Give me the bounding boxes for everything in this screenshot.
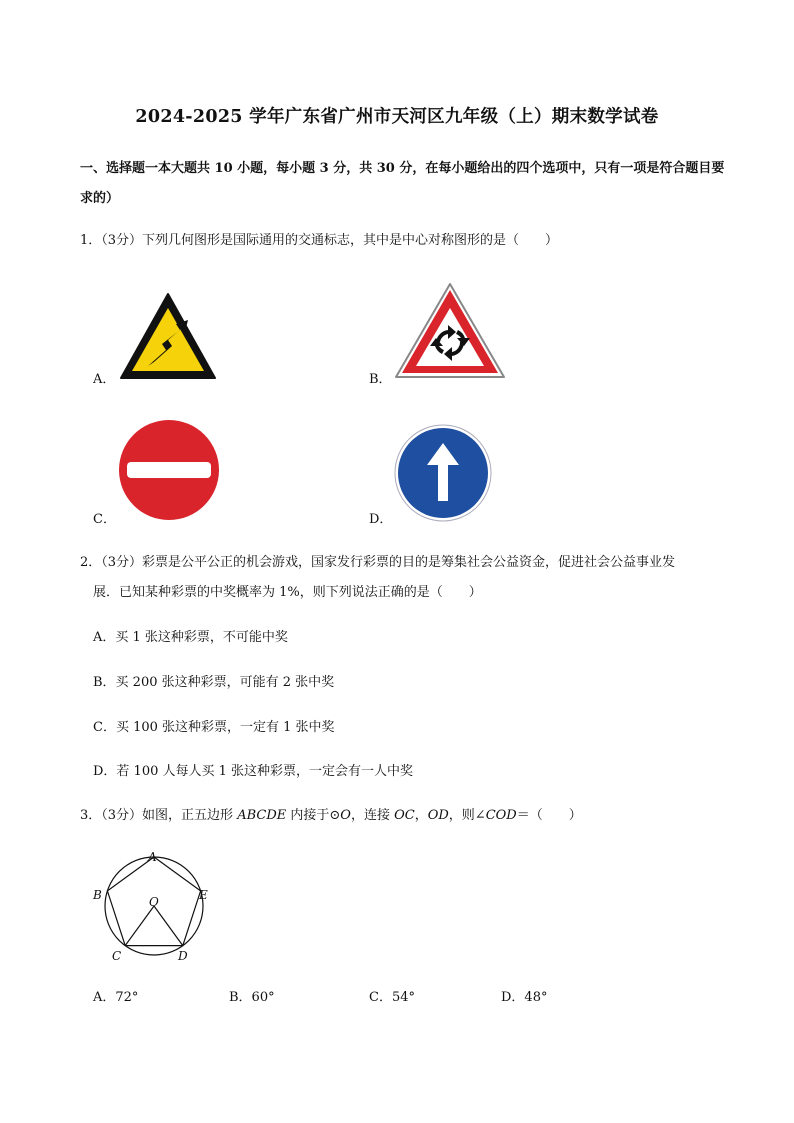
segment-od — [154, 906, 183, 946]
straight-ahead-arrow-sign-image — [393, 423, 493, 523]
q2-option-c: C．买 100 张这种彩票，一定有 1 张中奖 — [93, 720, 335, 735]
label-a: A — [148, 850, 157, 864]
section-heading: 一、选择题一本大题共 10 小题，每小题 3 分，共 30 分，在每小题给出的四个选项中，只有一项是符合题目要求的） — [80, 161, 725, 206]
q3-option-b: B．60° — [229, 990, 275, 1005]
zigzag-warning-sign-image — [118, 290, 218, 382]
label-e: E — [199, 888, 208, 902]
roundabout-warning-sign-image — [392, 280, 508, 382]
q2-option-a: A．买 1 张这种彩票，不可能中奖 — [93, 630, 288, 645]
question-2-stem-line2: 展．已知某种彩票的中奖概率为 1%，则下列说法正确的是（ ） — [93, 585, 482, 600]
no-entry-sign-image — [117, 418, 221, 522]
segment-oc — [125, 906, 154, 946]
label-b: B — [93, 888, 102, 902]
label-o: O — [149, 895, 159, 909]
page-title: 2024-2025 学年广东省广州市天河区九年级（上）期末数学试卷 — [135, 107, 659, 127]
question-3-stem: 3．（3分）如图，正五边形 ABCDE 内接于⊙O，连接 OC，OD，则∠COD＝（ ） — [80, 808, 582, 823]
q2-option-d: D．若 100 人每人买 1 张这种彩票，一定会有一人中奖 — [93, 764, 414, 779]
q1-option-c-label: C． — [93, 512, 116, 527]
q2-option-b: B．买 200 张这种彩票，可能有 2 张中奖 — [93, 675, 335, 690]
q1-option-a-label: A． — [93, 372, 116, 387]
pentagon-in-circle-figure — [88, 846, 218, 968]
question-1-stem: 1．（3分）下列几何图形是国际通用的交通标志，其中是中心对称图形的是（ ） — [80, 233, 559, 248]
label-d: D — [178, 949, 188, 963]
q3-option-d: D．48° — [501, 990, 548, 1005]
question-2-stem-line1: 2．（3分）彩票是公平公正的机会游戏，国家发行彩票的目的是筹集社会公益资金，促进社会公益事业发 — [80, 555, 676, 570]
q3-option-c: C．54° — [369, 990, 415, 1005]
q1-option-b-label: B． — [369, 372, 392, 387]
q1-option-d-label: D． — [369, 512, 393, 527]
label-c: C — [112, 949, 122, 963]
q3-option-a: A．72° — [93, 990, 139, 1005]
